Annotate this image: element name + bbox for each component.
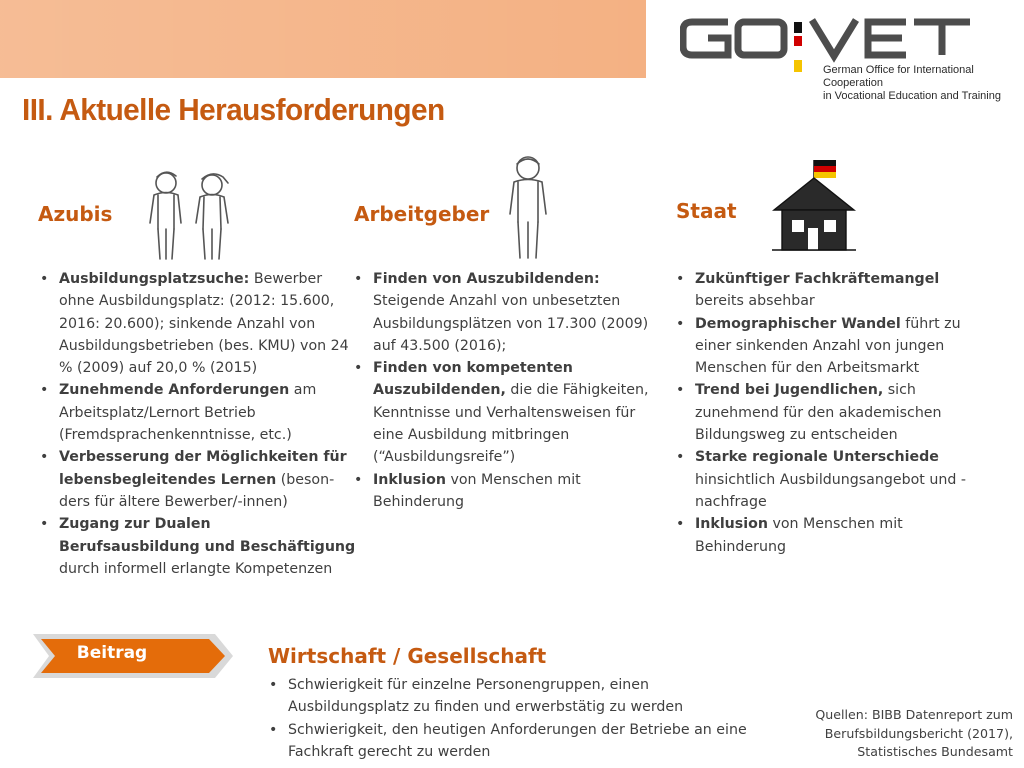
- arbeitgeber-list: [352, 268, 652, 513]
- list-item: • Ausbildungsplatzsuche: Bewerber ohne Ausbildungsplatz: (2012: 15.600, 2016: 20.600); sinkende Anzahl von Ausbildungsbetrieben (bes. KMU) von 24 % (2009) auf 20,0 % (2015): [38, 268, 356, 379]
- staat-list: [674, 268, 974, 558]
- list-item: • Trend bei Jugendlichen, sich zunehmend für den akademischen Bildungsweg zu entscheiden: [674, 379, 974, 446]
- heading-wirtschaft: Wirtschaft / Gesellschaft: [268, 644, 547, 668]
- sources-line3: Statistisches Bundesamt: [857, 744, 1013, 759]
- two-students-sketch-icon: [140, 165, 240, 265]
- list-item: • Zukünftiger Fachkräftemangel bereits absehbar: [674, 268, 974, 313]
- person-sketch-icon: [502, 152, 554, 264]
- page-title: III. Aktuelle Herausforderungen: [22, 92, 445, 127]
- logo-tagline: [823, 64, 1024, 103]
- beitrag-label: Beitrag: [76, 643, 148, 663]
- list-item: • Schwierigkeit für einzelne Personengruppen, einen Ausbildungsplatz zu finden und erwerbstätig zu werden: [267, 674, 747, 719]
- list-item: • Inklusion von Menschen mit Behinderung: [674, 513, 974, 558]
- wirtschaft-list: [267, 674, 747, 763]
- heading-arbeitgeber: Arbeitgeber: [354, 202, 490, 226]
- list-item: • Zunehmende Anforderungen am Arbeitsplatz/Lernort Betrieb (Fremdsprachenkenntnisse, etc.): [38, 379, 356, 446]
- azubis-list: [38, 268, 356, 580]
- list-item: • Starke regionale Unterschiede hinsichtlich Ausbildungsangebot und -nachfrage: [674, 446, 974, 513]
- list-item: • Schwierigkeit, den heutigen Anforderungen der Betriebe an eine Fachkraft gerecht zu werden: [267, 719, 747, 764]
- sources-note: [815, 706, 1013, 762]
- list-item: • Verbesserung der Möglichkeiten für lebensbegleitendes Lernen (beson-ders für ältere Bewerber/-innen): [38, 446, 356, 513]
- logo-tagline-line2: in Vocational Education and Training: [823, 90, 1001, 102]
- heading-staat: Staat: [676, 199, 737, 223]
- logo-tagline-line1: German Office for International Cooperation: [823, 64, 974, 89]
- house-with-german-flag-icon: [770, 156, 856, 256]
- sources-line1: Quellen: BIBB Datenreport zum: [815, 707, 1013, 722]
- list-item: • Finden von kompetenten Auszubildenden, die die Fähigkeiten, Kenntnisse und Verhaltensweisen für eine Ausbildung mitbringen (“Ausbildungsreife”): [352, 357, 652, 468]
- list-item: • Zugang zur Dualen Berufsausbildung und Beschäftigung durch informell erlangte Kompetenzen: [38, 513, 356, 580]
- list-item: • Finden von Auszubildenden: Steigende Anzahl von unbesetzten Ausbildungsplätzen von 17.300 (2009) auf 43.500 (2016);: [352, 268, 652, 357]
- list-item: • Demographischer Wandel führt zu einer sinkenden Anzahl von jungen Menschen für den Arbeitsmarkt: [674, 313, 974, 380]
- sources-line2: Berufsbildungsbericht (2017),: [824, 725, 1013, 741]
- heading-azubis: Azubis: [38, 202, 113, 226]
- header-band: [0, 0, 646, 78]
- list-item: • Inklusion von Menschen mit Behinderung: [352, 469, 652, 514]
